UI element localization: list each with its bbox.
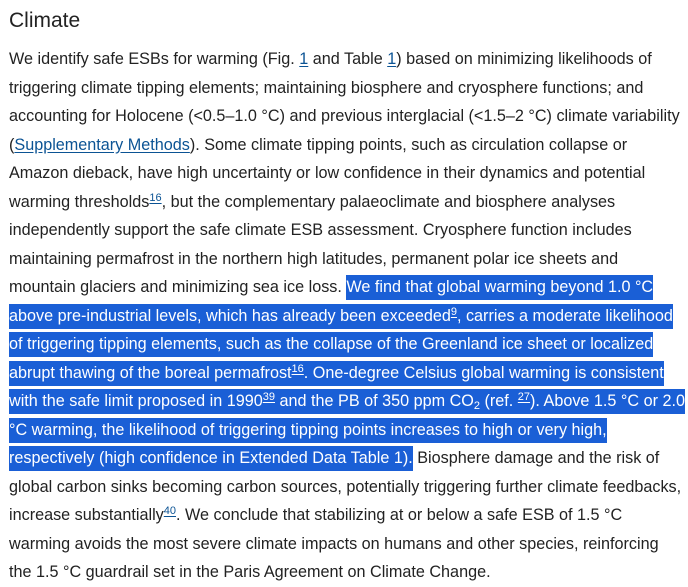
text-run: ) based on minimizing likelihoods of triggering climate tipping elements; maintaining biosphere and cryosphere functions; and accounting for Holocene (<0.5–1.0 °C) and previous interglacial (<1.5–2 °C) climate variability ( <box>9 50 680 154</box>
text-selection-highlight[interactable] <box>9 275 685 471</box>
article-section <box>9 6 685 587</box>
table-1-link[interactable]: 1 <box>387 50 397 68</box>
text-run: , but the complementary palaeoclimate and biosphere analyses independently support the safe climate ESB assessment. Cryosphere function includes maintaining permafrost in the northern high latitudes, permanent polar ice sheets and mountain glaciers and minimizing sea ice loss. <box>9 192 632 296</box>
co2-subscript: 2 <box>473 400 481 412</box>
figure-1-link[interactable]: 1 <box>299 50 309 68</box>
ref-39-link[interactable]: 39 <box>262 391 276 403</box>
selected-text: and the PB of 350 ppm CO <box>275 392 474 410</box>
selected-text: We find that global warming beyond 1.0 °C above pre-industrial levels, which has already been exceeded <box>9 278 654 325</box>
section-title: Climate <box>9 9 81 32</box>
selected-text: , carries a moderate likelihood of triggering tipping elements, such as the collapse of the Greenland ice sheet or localized abrupt thawing of the boreal permafrost <box>9 306 673 382</box>
selected-text: (ref. <box>480 392 518 410</box>
ref-16-link[interactable]: 16 <box>149 191 162 204</box>
ref-40-link[interactable]: 40 <box>163 505 177 517</box>
selected-text: . One-degree Celsius global warming is consistent with the safe limit proposed in 1990 <box>9 363 664 410</box>
text-run: ). Some climate tipping points, such as circulation collapse or Amazon dieback, have high uncertainty or low confidence in their dynamics and potential warming thresholds <box>9 135 646 211</box>
supplementary-methods-link[interactable]: Supplementary Methods <box>14 135 190 154</box>
selected-text: ). Above 1.5 °C or 2.0 °C warming, the likelihood of triggering tipping points increases to high or very high, respectively (high confidence in Extended Data Table 1). <box>9 392 685 467</box>
ref-16-link[interactable]: 16 <box>291 362 304 375</box>
text-run: We identify safe ESBs for warming (Fig. <box>9 50 300 68</box>
text-run: Biosphere damage and the risk of global carbon sinks becoming carbon sources, potentially triggering further climate feedbacks, increase substantially <box>9 449 682 524</box>
body-paragraph[interactable] <box>9 45 685 587</box>
ref-9-link[interactable]: 9 <box>450 305 457 318</box>
text-run: . We conclude that stabilizing at or below a safe ESB of 1.5 °C warming avoids the most severe climate impacts on humans and other species, reinforcing the 1.5 °C guardrail set in the Paris Agreement on Climate Change. <box>9 506 659 581</box>
ref-27-link[interactable]: 27 <box>517 391 531 403</box>
text-run: and Table <box>308 50 388 68</box>
